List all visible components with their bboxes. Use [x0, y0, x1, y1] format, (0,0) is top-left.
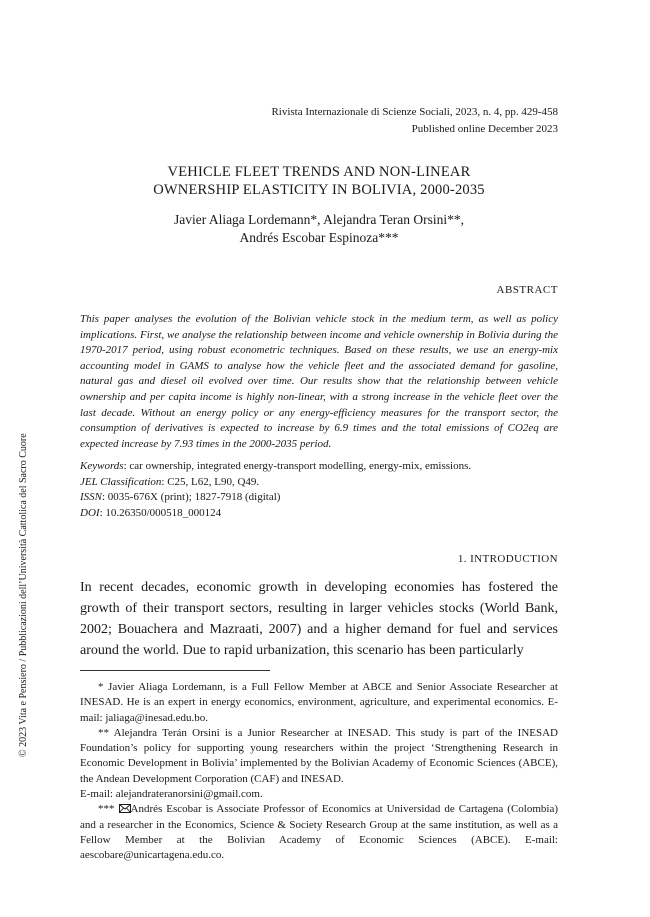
journal-header: [80, 104, 558, 138]
doi-line: [80, 506, 558, 522]
jel-label: JEL Classification: [80, 475, 162, 488]
abstract-text: This paper analyses the evolution of the Bolivian vehicle stock in the medium term, as well as policy implications. First, we analyse the relationship between income and vehicle ownership in Bolivia during the 1970-2017 period, using robust econometric techniques. Based on these results, we use an energy-mix accounting model in GAMS to analyse how the vehicle fleet and the associated demand for gasoline, natural gas and diesel oil evolved over time. Our results show that the relationship between vehicle ownership and per capita income is highly non-linear, with a strong increase in the vehicle fleet over the last decade. Without an energy policy or any energy-efficiency measures for the transport sector, the consumption of derivatives is expected to increase by 6.9 times and the total emissions of CO2eq are expected increase by 7.93 times in the 2000-2035 period.: [80, 313, 558, 450]
issn-label: ISSN: [80, 491, 102, 503]
issn-line: [80, 490, 558, 506]
envelope-icon: [119, 804, 131, 813]
doi-value: : 10.26350/000518_000124: [99, 506, 222, 519]
copyright-sidebar: © 2023 Vita e Pensiero / Pubblicazioni dell’Università Cattolica del Sacro Cuore: [18, 433, 29, 757]
footnotes: [80, 680, 558, 864]
authors-line-2: Andrés Escobar Espinoza***: [239, 230, 399, 245]
footnote-2: ** Alejandra Terán Orsini is a Junior Researcher at INESAD. This study is part of the INESAD Foundation’s policy for supporting young researchers within the project ‘Strengthening Research in Economic Development in Bolivia’ implemented by the Bolivian Academy of Economic Sciences (ABCE), the Andean Development Corporation (CAF) and INESAD.: [80, 726, 558, 785]
paper-metadata: [80, 459, 558, 521]
paper-title: [80, 163, 558, 199]
journal-citation: Rivista Internazionale di Scienze Sociali, 2023, n. 4, pp. 429-458: [271, 106, 558, 118]
title-line-1: VEHICLE FLEET TRENDS AND NON-LINEAR: [167, 164, 471, 180]
keywords-line: [80, 459, 558, 475]
keywords-label: Keywords: [80, 460, 124, 472]
jel-line: [80, 475, 558, 491]
keywords-value: : car ownership, integrated energy-transport modelling, energy-mix, emissions.: [123, 460, 472, 472]
authors-line-1: Javier Aliaga Lordemann*, Alejandra Teran Orsini**,: [173, 212, 465, 227]
abstract-heading: ABSTRACT: [496, 284, 558, 296]
title-line-2: OWNERSHIP ELASTICITY IN BOLIVIA, 2000-2035: [153, 182, 485, 198]
author-list: [80, 211, 558, 247]
jel-value: : C25, L62, L90, Q49.: [161, 475, 260, 488]
footnote-divider: [80, 670, 270, 671]
section-heading: 1. INTRODUCTION: [457, 553, 558, 565]
footnote-3: [80, 802, 558, 863]
footnote-2-email: E-mail: alejandrateranorsini@gmail.com.: [80, 788, 263, 801]
footnote-3-text: Andrés Escobar is Associate Professor of Economics at Universidad de Cartagena (Colombia) and a researcher in the Economics, Science & Society Research Group at the same institution, as well as a Fellow Member at the Bolivian Academy of Economic Sciences (ABCE). E-mail: aescobare@unicartagena.edu.co.: [80, 803, 559, 862]
footnote-3-mark: ***: [98, 803, 115, 816]
body-paragraph: In recent decades, economic growth in developing economies has fostered the growth of their transport sectors, resulting in larger vehicles stocks (World Bank, 2002; Bouachera and Mazraati, 2007) and a higher demand for fuel and services around the world. Due to rapid urbanization, this scenario has been particularly: [80, 580, 558, 658]
doi-label: DOI: [80, 506, 100, 519]
issn-value: : 0035-676X (print); 1827-7918 (digital): [102, 491, 281, 503]
publication-date: Published online December 2023: [411, 123, 558, 135]
footnote-1: * Javier Aliaga Lordemann, is a Full Fellow Member at ABCE and Senior Associate Researcher at INESAD. He is an expert in energy economics, environment, agriculture, and experimental economics. E-mail: jaliaga@inesad.edu.bo.: [80, 681, 558, 724]
